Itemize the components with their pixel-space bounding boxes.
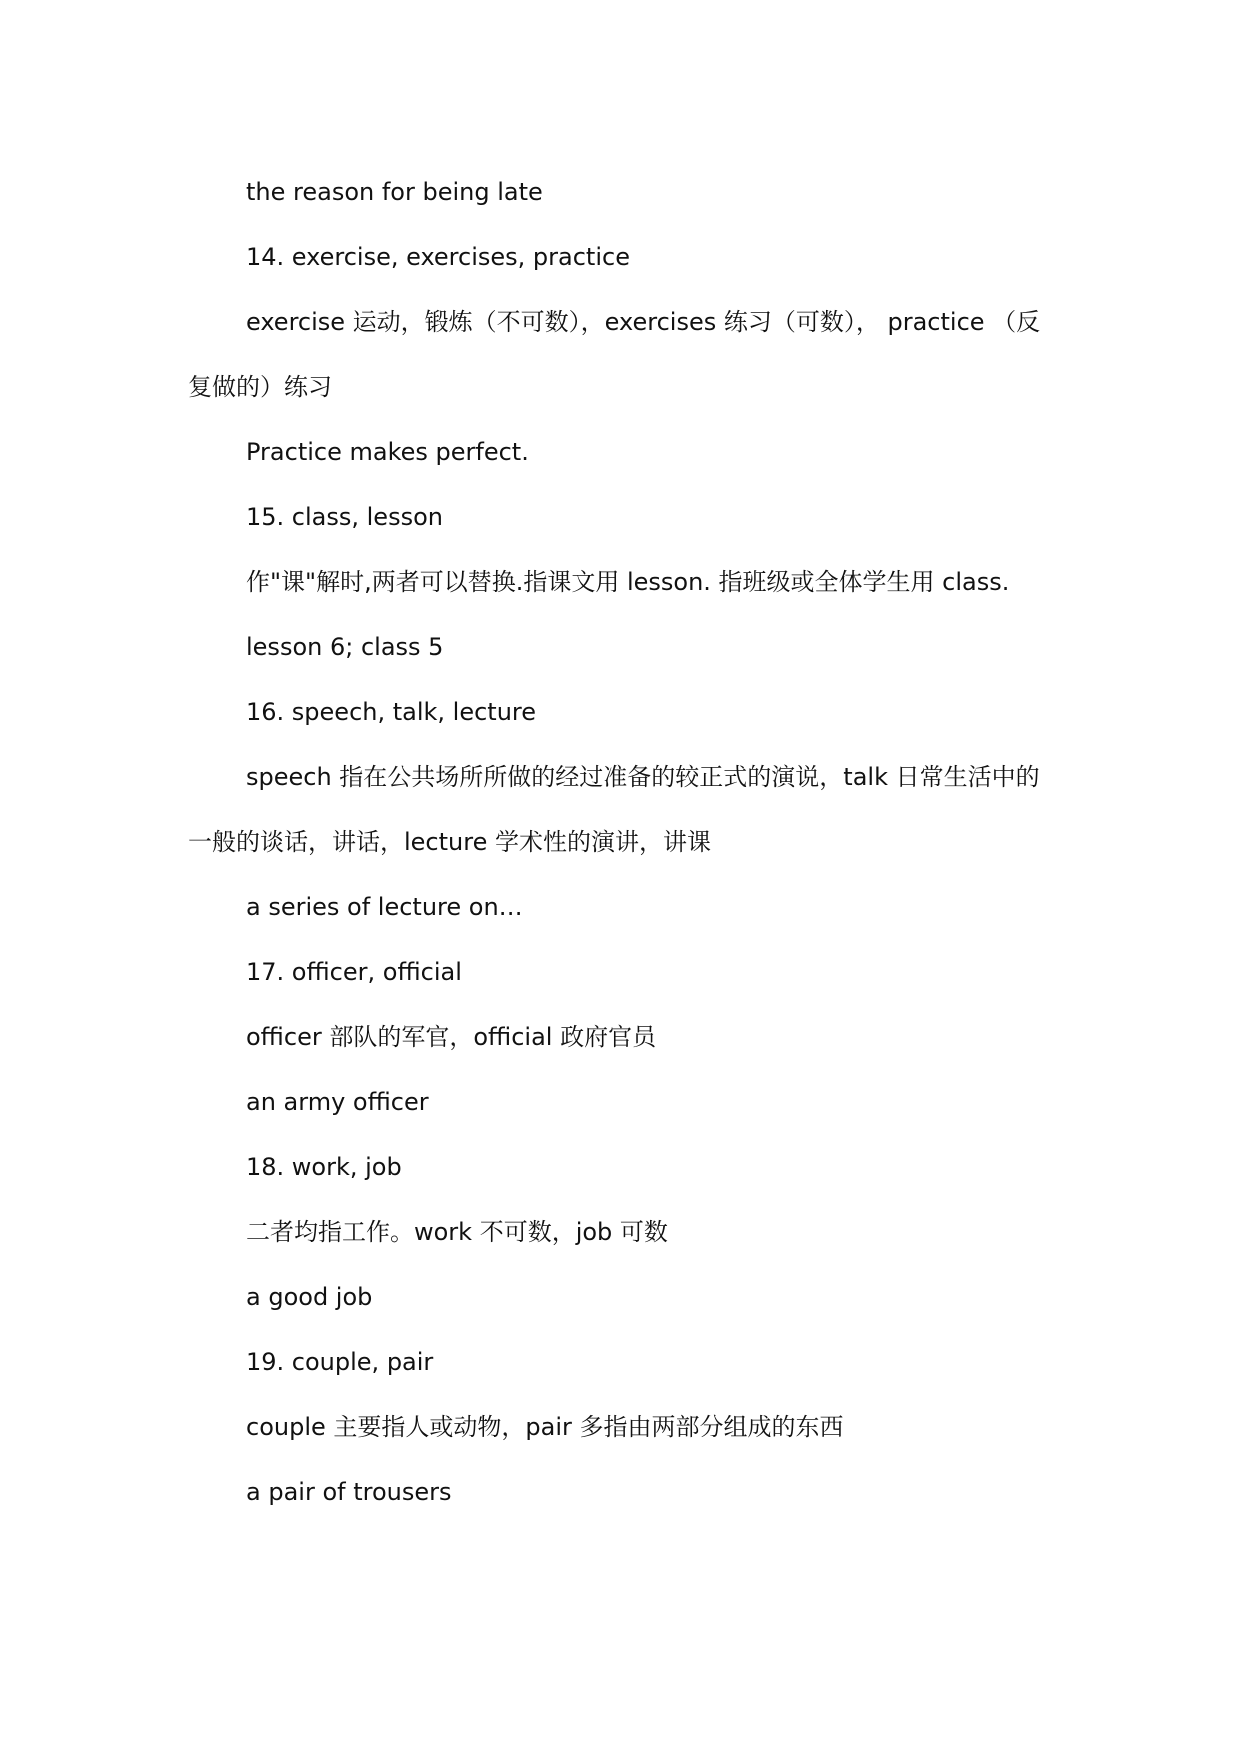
text-line: exercise 运动，锻炼（不可数），exercises 练习（可数）， practice （反复做的）练习: [188, 308, 1041, 401]
example-line: a series of lecture on…: [246, 893, 523, 921]
document-body: [188, 160, 1058, 1525]
text-line: couple 主要指人或动物，pair 多指由两部分组成的东西: [246, 1413, 844, 1441]
item-heading: 17. officer, official: [246, 958, 462, 986]
text-line: speech 指在公共场所所做的经过准备的较正式的演说，talk 日常生活中的一般的谈话，讲话，lecture 学术性的演讲，讲课: [188, 763, 1040, 856]
item-heading: 18. work, job: [246, 1153, 402, 1181]
item-heading: 19. couple, pair: [246, 1348, 434, 1376]
example-line: an army officer: [246, 1088, 429, 1116]
item-heading: 15. class, lesson: [246, 503, 443, 531]
text-line: the reason for being late: [246, 178, 543, 206]
example-line: a good job: [246, 1283, 373, 1311]
text-line: 二者均指工作。work 不可数，job 可数: [246, 1218, 668, 1246]
text-line: 作"课"解时,两者可以替换.指课文用 lesson. 指班级或全体学生用 class.: [246, 568, 1010, 596]
text-line: officer 部队的军官，official 政府官员: [246, 1023, 657, 1051]
item-heading: 16. speech, talk, lecture: [246, 698, 537, 726]
item-heading: 14. exercise, exercises, practice: [246, 243, 630, 271]
example-line: lesson 6; class 5: [246, 633, 444, 661]
example-line: a pair of trousers: [246, 1478, 452, 1506]
example-line: Practice makes perfect.: [246, 438, 529, 466]
